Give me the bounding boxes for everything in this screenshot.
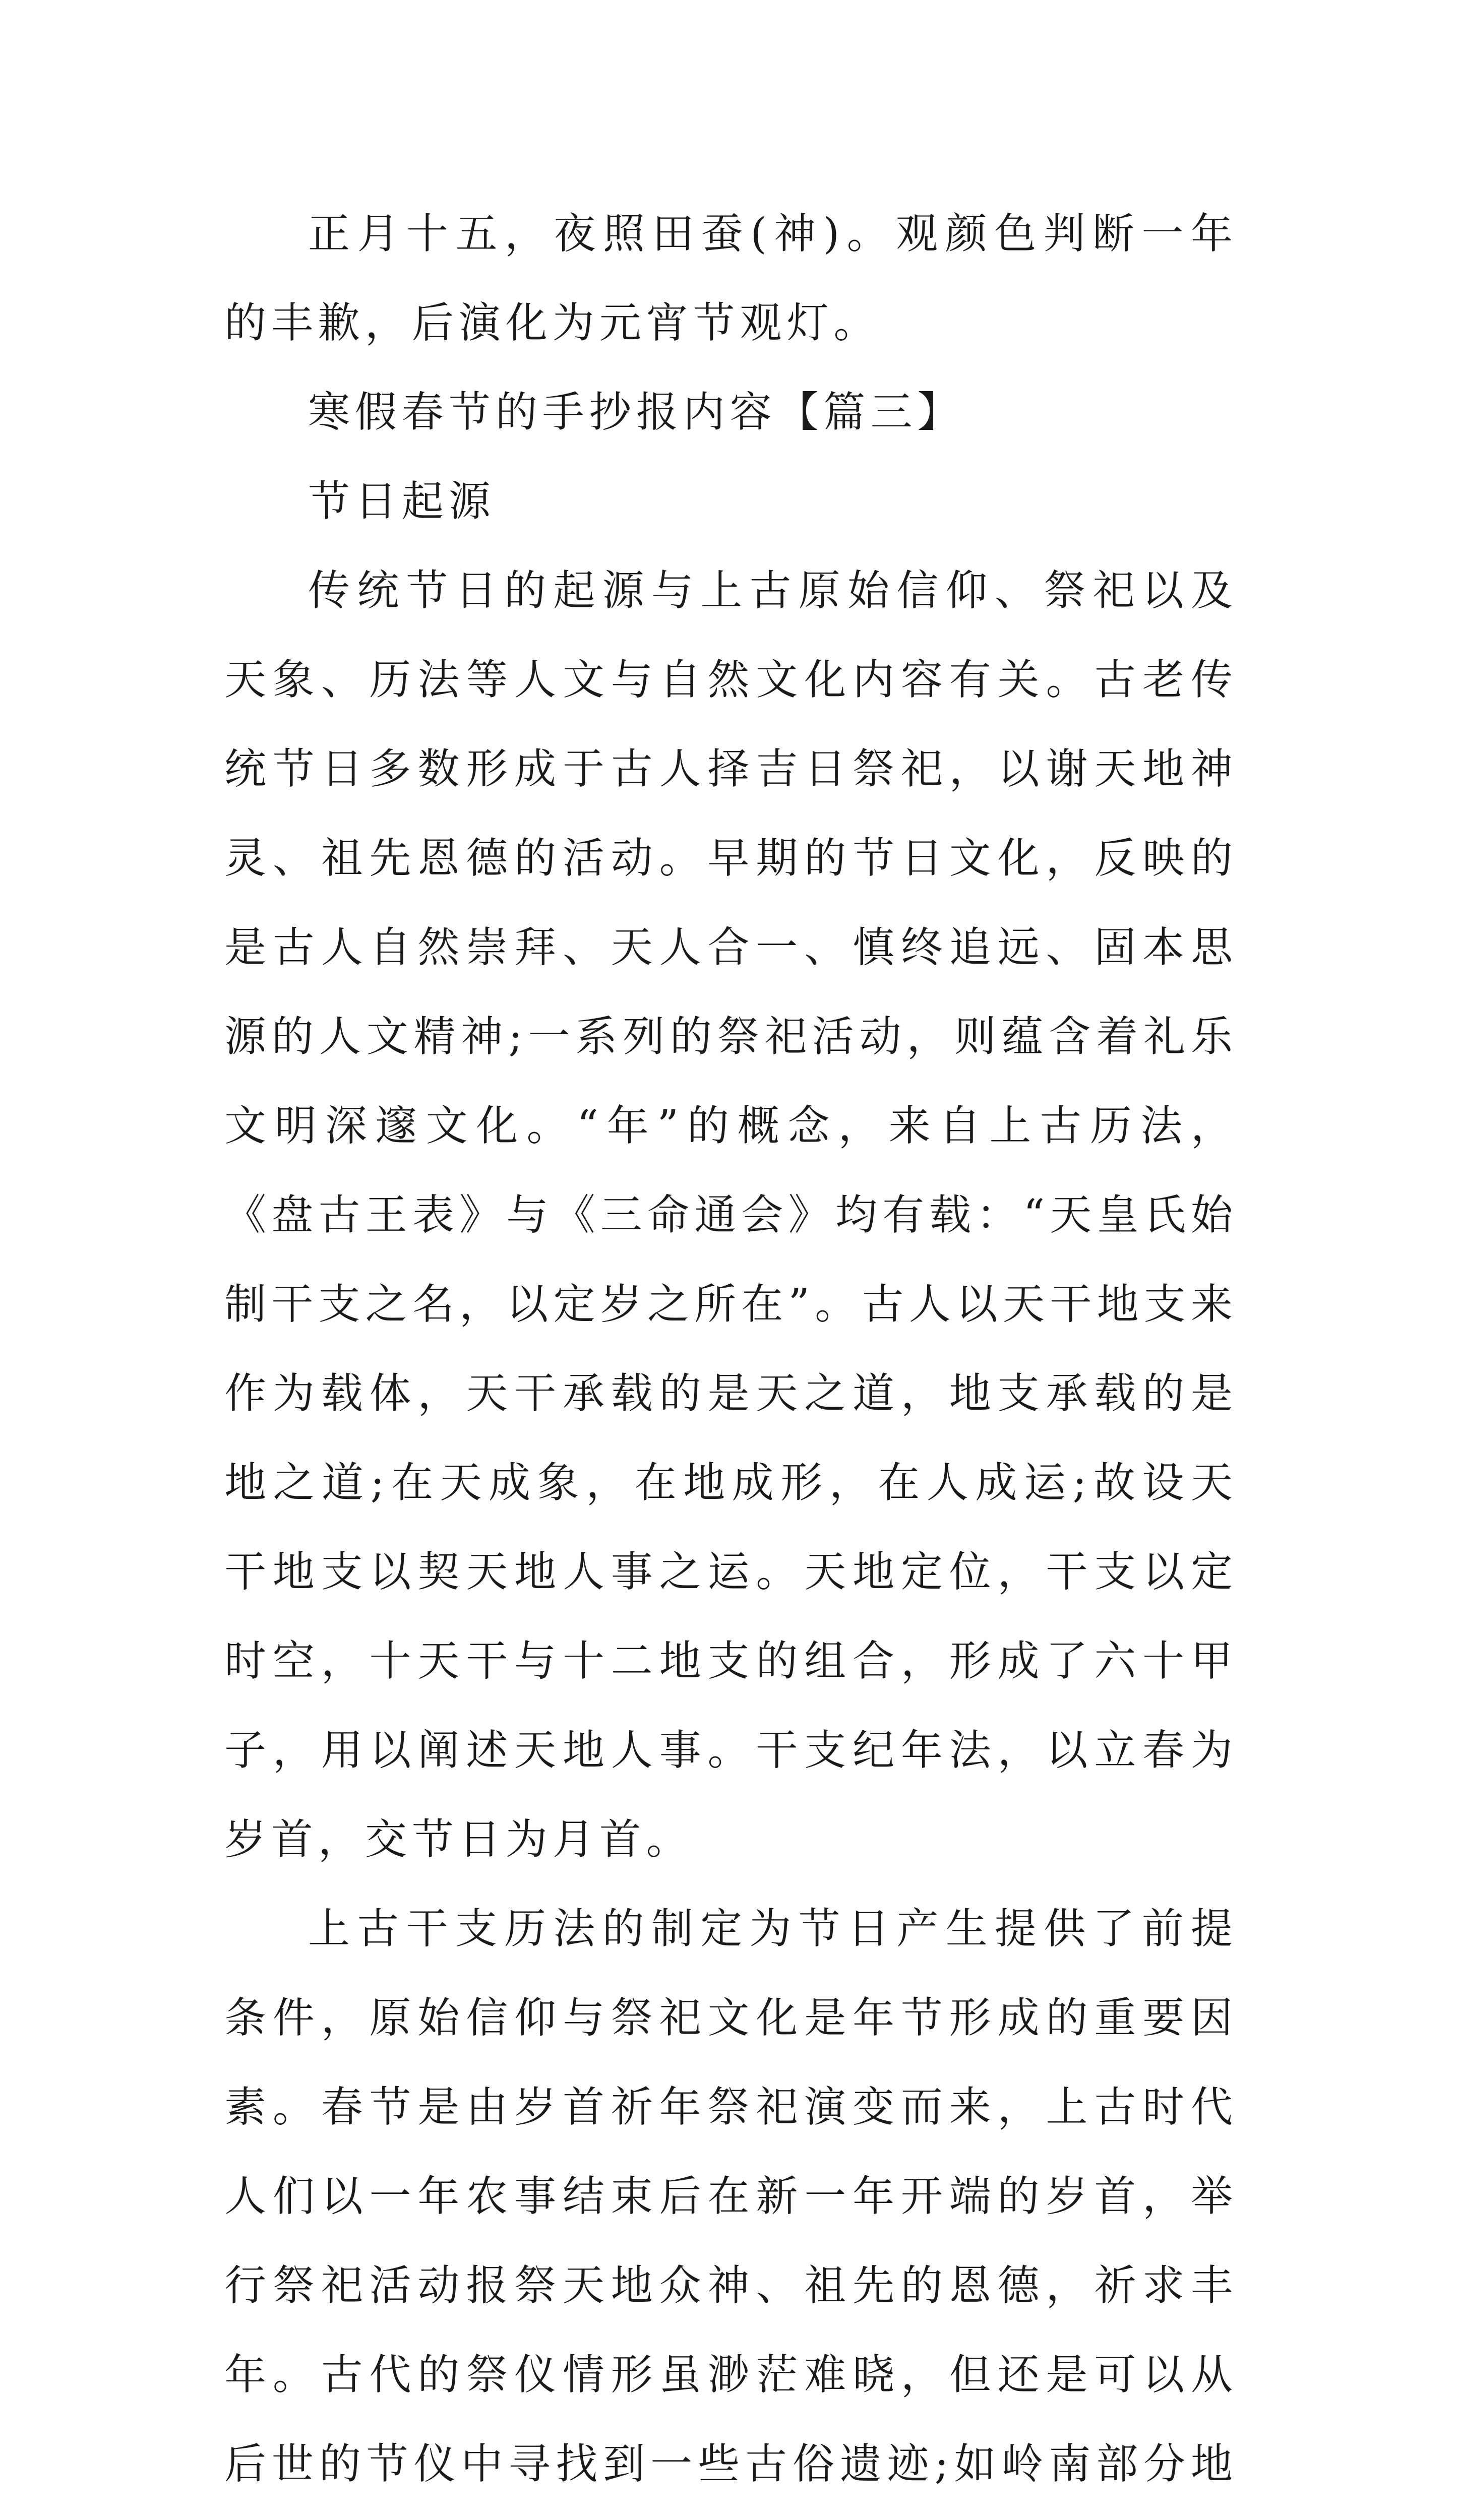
paragraph-lantern-festival: 正月十五，夜照田蚕(神)。观颜色判断一年的丰歉，后演化为元宵节观灯。 — [224, 209, 1238, 347]
subsection-heading: 节日起源 — [308, 477, 496, 526]
section-heading: 寒假春节的手抄报内容【篇三】 — [308, 388, 964, 436]
paragraph-spring-festival-origin: 上古干支历法的制定为节日产生提供了前提条件，原始信仰与祭祀文化是年节形成的重要因素。春节是由岁首祈年祭祀演变而来，上古时代人们以一年农事结束后在新一年开端的岁首，举行祭祀活动报祭天地众神、祖先的恩德，祈求丰年。古代的祭仪情形虽渺茫难晓，但还是可以从后世的节仪中寻找到一些古俗遗迹;如岭南部分地 — [224, 1904, 1238, 2488]
paragraph-festival-origin: 传统节日的起源与上古原始信仰、祭祀以及天象、历法等人文与自然文化内容有关。古老传统节日多数形成于古人择吉日祭祀，以谢天地神灵、祖先恩德的活动。早期的节日文化，反映的是古人自然崇拜、天人合一、慎终追远、固本思源的人文精神;一系列的祭祀活动，则蕴含着礼乐文明深邃文化。“年”的概念，来自上古历法，《盘古王表》与《三命通会》均有载：“天皇氏始制干支之名，以定岁之所在”。古人以天干地支来作为载体，天干承载的是天之道，地支承载的是地之道;在天成象，在地成形，在人成运;故设天干地支以契天地人事之运。天地定位，干支以定时空，十天干与十二地支的组合，形成了六十甲子，用以阐述天地人事。干支纪年法，以立春为岁首，交节日为月首。 — [224, 566, 1238, 1864]
document-body — [224, 189, 1238, 2520]
